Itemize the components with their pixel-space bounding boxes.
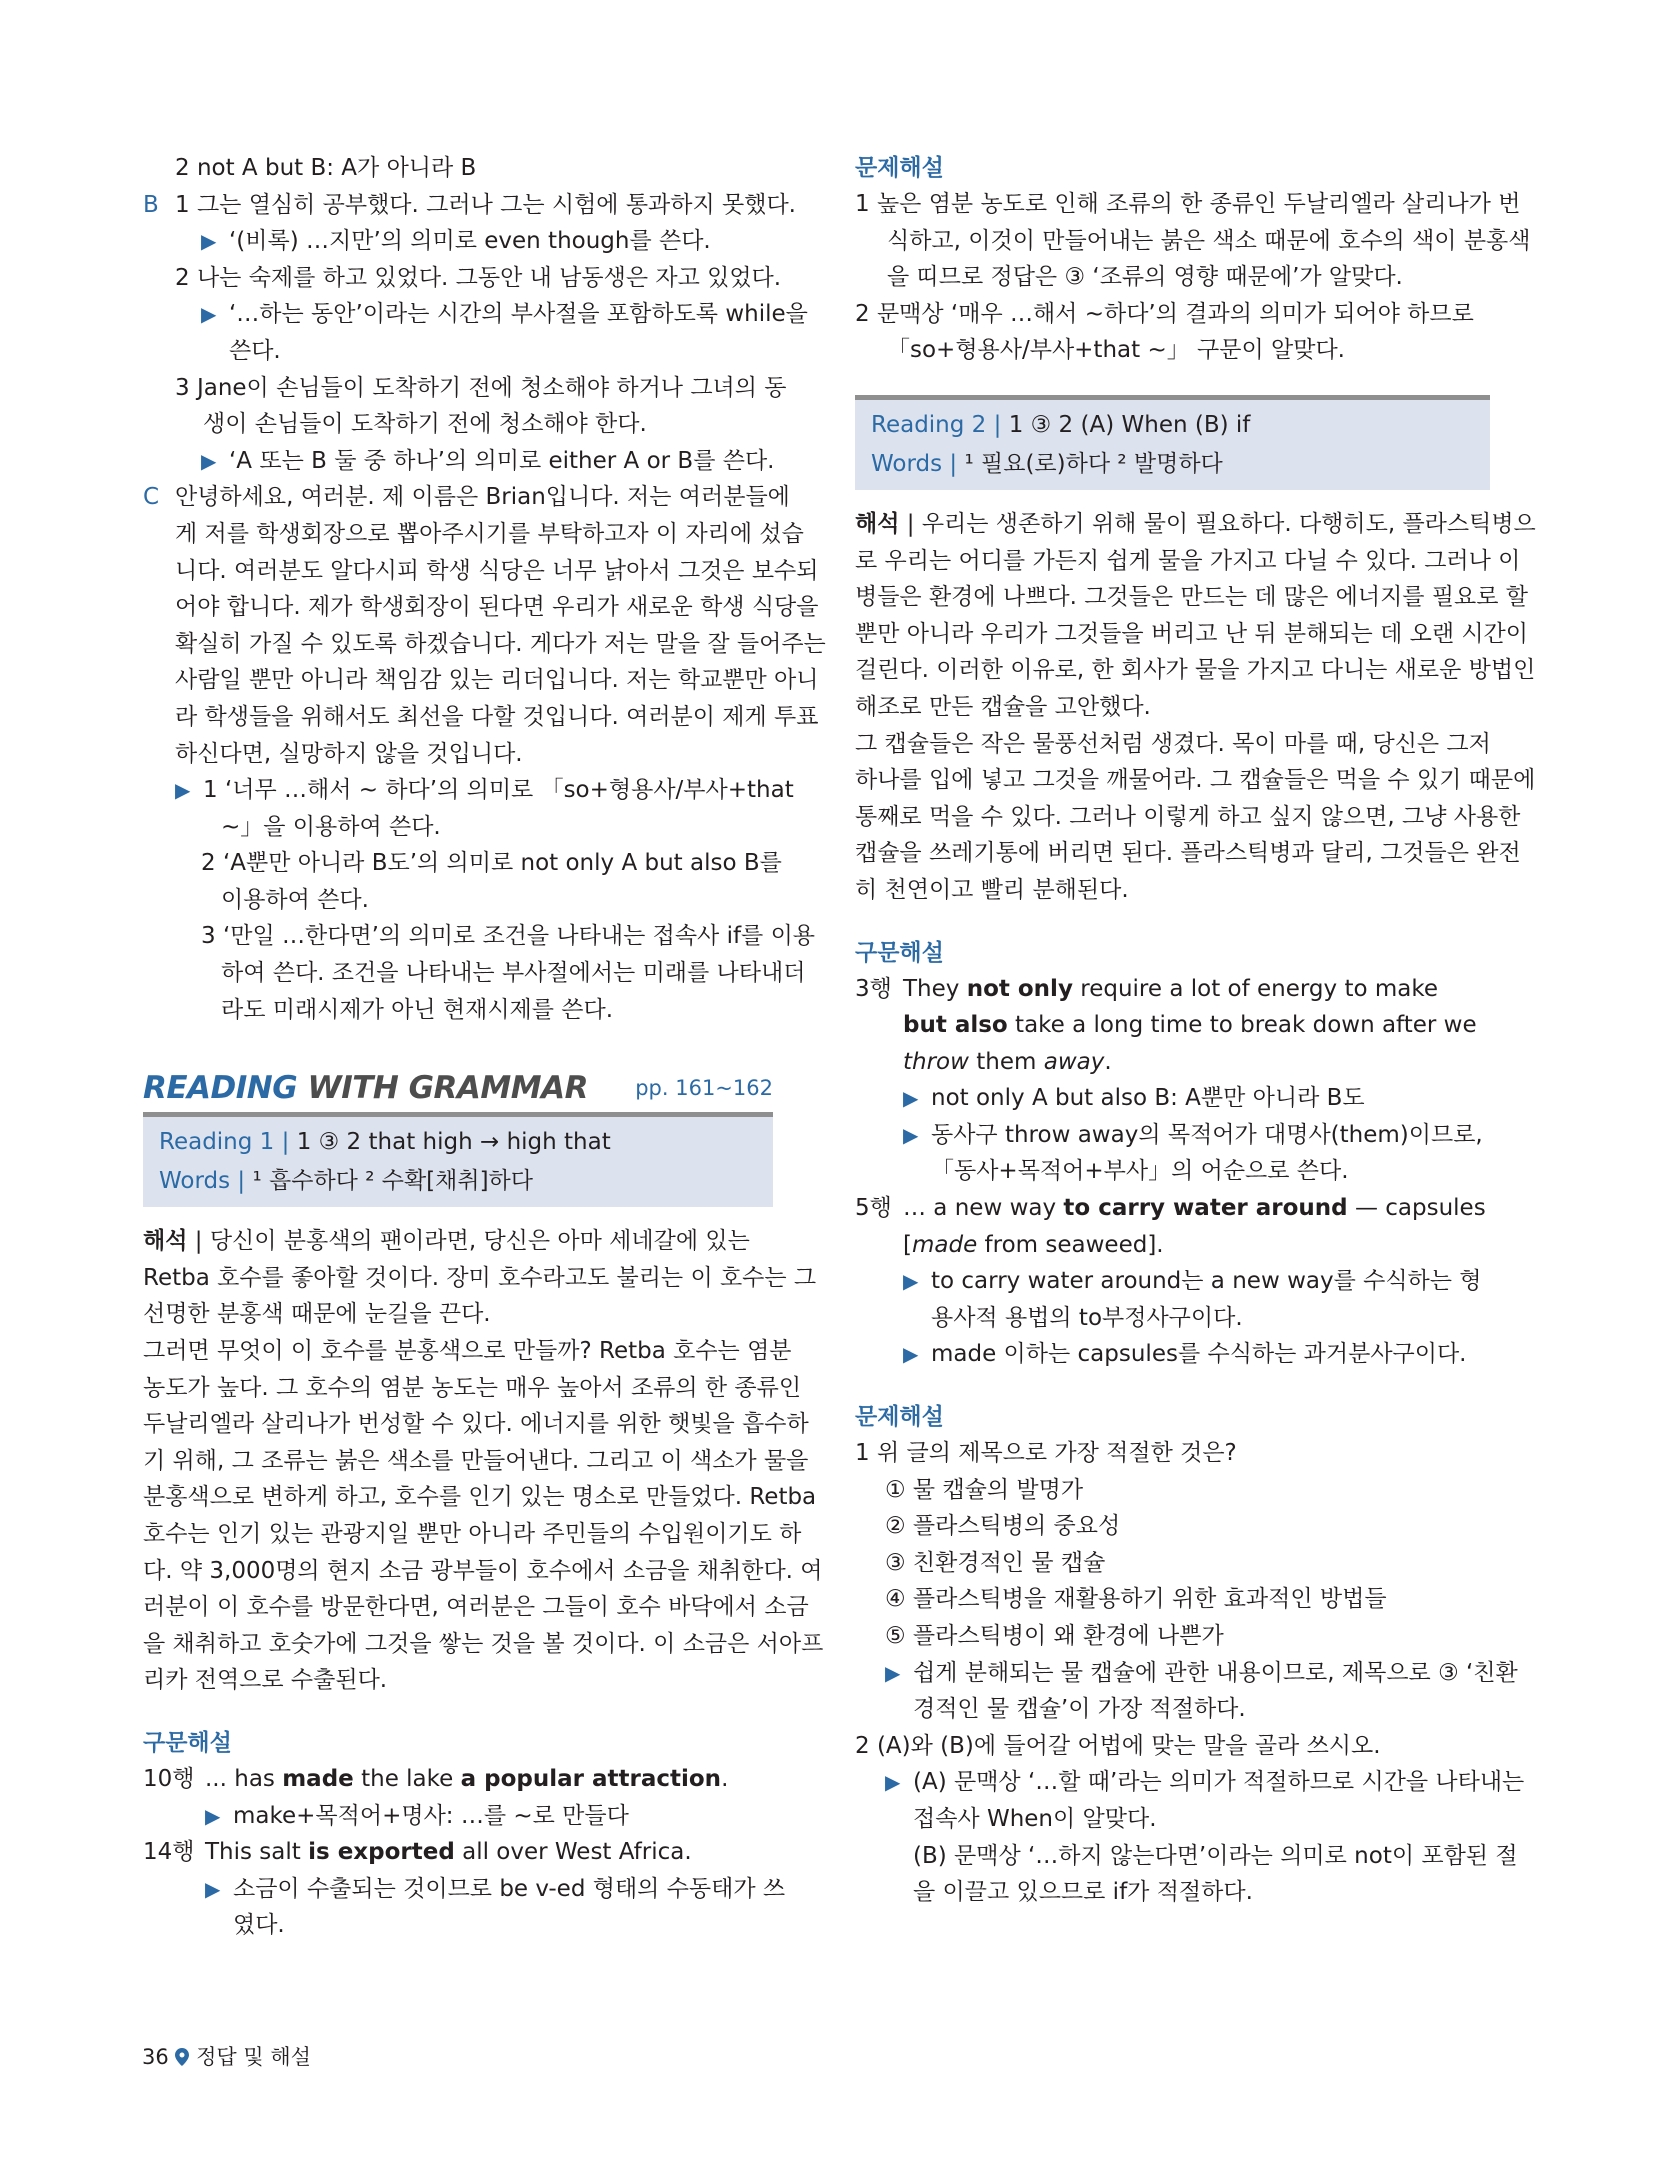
- triangle-right-icon: ▶: [205, 1803, 221, 1828]
- triangle-right-icon: ▶: [903, 1269, 919, 1294]
- translation-line: 두날리엘라 살리나가 번성할 수 있다. 에너지를 위한 햇빛을 흡수하: [143, 1411, 809, 1438]
- translation-line: 걸린다. 이러한 이유로, 한 회사가 물을 가지고 다니는 새로운 방법인: [855, 657, 1536, 684]
- q1-note: ▶ 쉽게 분해되는 물 캡슐에 관한 내용이므로, 제목으로 ③ ‘친환: [855, 1655, 1490, 1692]
- translation-label: 해석: [855, 510, 900, 537]
- q2-note: ▶ (A) 문맥상 ‘…할 때’라는 의미가 적절하므로 시간을 나타내는: [855, 1764, 1490, 1801]
- section-b-label: B: [143, 191, 159, 218]
- syntax-10-note: ▶ make+목적어+명사: …를 ~로 만들다: [143, 1798, 773, 1835]
- b-note-3: ▶ ‘A 또는 B 둘 중 하나’의 의미로 either A or B를 쓴다.: [143, 443, 773, 480]
- c-note-3-cont: 라도 미래시제가 아닌 현재시제를 쓴다.: [221, 996, 614, 1023]
- syntax-3: 3행 They not only require a lot of energy to make: [855, 975, 1439, 1002]
- syntax-3-note-cont: 「동사+목적어+부사」의 어순으로 쓴다.: [931, 1158, 1349, 1185]
- words-line: Words | ¹ 필요(로)하다 ² 발명하다: [871, 450, 1223, 477]
- triangle-right-icon: ▶: [903, 1342, 919, 1367]
- syntax-5: 5행 … a new way to carry water around — capsules: [855, 1195, 1486, 1222]
- syntax-3-note: ▶ 동사구 throw away의 목적어가 대명사(them)이므로,: [855, 1117, 1490, 1154]
- footer-label: 정답 및 해설: [196, 2045, 311, 2069]
- triangle-right-icon: ▶: [201, 302, 217, 327]
- option: ③ 친환경적인 물 캡슐: [885, 1549, 1106, 1576]
- syntax-5-note: ▶ made 이하는 capsules를 수식하는 과거분사구이다.: [855, 1336, 1490, 1373]
- translation-line: 러분이 이 호수를 방문한다면, 여러분은 그들이 호수 바닥에서 소금: [143, 1594, 809, 1621]
- words-line: Words | ¹ 흡수하다 ² 수확[채취]하다: [159, 1168, 533, 1195]
- q2-line: 2 문맥상 ‘매우 …해서 ~하다’의 결과의 의미가 되어야 하므로: [855, 300, 1474, 327]
- answer-line: Reading 2 | 1 ③ 2 (A) When (B) if: [871, 411, 1251, 438]
- triangle-right-icon: ▶: [885, 1660, 901, 1685]
- section-c-label: C: [143, 484, 160, 511]
- question-1: 1 위 글의 제목으로 가장 적절한 것은?: [855, 1440, 1237, 1467]
- translation-line: 선명한 분홍색 때문에 눈길을 끈다.: [143, 1301, 491, 1328]
- c-line: 게 저를 학생회장으로 뽑아주시기를 부탁하고자 이 자리에 섰습: [175, 520, 804, 547]
- answer-line: Reading 1 | 1 ③ 2 that high → high that: [159, 1129, 611, 1156]
- c-line-0: C 안녕하세요, 여러분. 제 이름은 Brian입니다. 저는 여러분들에: [143, 479, 773, 516]
- translation-line: 히 천연이고 빨리 분해된다.: [855, 876, 1129, 903]
- syntax-5-note: ▶ to carry water around는 a new way를 수식하는 형: [855, 1263, 1490, 1300]
- translation-line: 분홍색으로 변하게 하고, 호수를 인기 있는 명소로 만들었다. Retba: [143, 1484, 817, 1511]
- c-line: 니다. 여러분도 알다시피 학생 식당은 너무 낡아서 그것은 보수되: [175, 557, 819, 584]
- b-note-2-cont: 쓴다.: [229, 337, 281, 364]
- q2-note-cont: (B) 문맥상 ‘…하지 않는다면’이라는 의미로 not이 포함된 절: [913, 1842, 1518, 1869]
- translation-line: 로 우리는 어디를 가든지 쉽게 물을 가지고 다닐 수 있다. 그러나 이: [855, 547, 1521, 574]
- triangle-right-icon: ▶: [201, 229, 217, 254]
- q1-line: 식하고, 이것이 만들어내는 붉은 색소 때문에 호수의 색이 분홍색: [887, 227, 1531, 254]
- b-item-2: 2 나는 숙제를 하고 있었다. 그동안 내 남동생은 자고 있었다.: [175, 264, 782, 291]
- translation-line: 다. 약 3,000명의 현지 소금 광부들이 호수에서 소금을 채취한다. 여: [143, 1557, 823, 1584]
- translation-line: 하나를 입에 넣고 그것을 깨물어라. 그 캡슐들은 먹을 수 있기 때문에: [855, 767, 1536, 794]
- translation-label: 해석: [143, 1228, 188, 1255]
- b-note-1: ▶ ‘(비록) …지만’의 의미로 even though를 쓴다.: [143, 223, 773, 260]
- c-line: 어야 합니다. 제가 학생회장이 된다면 우리가 새로운 학생 식당을: [175, 594, 819, 621]
- q1-line: 1 높은 염분 농도로 인해 조류의 한 종류인 두날리엘라 살리나가 번: [855, 191, 1521, 217]
- reading-with-grammar-header: [143, 1066, 773, 1112]
- b-item-3-cont: 생이 손님들이 도착하기 전에 청소해야 한다.: [203, 411, 647, 438]
- option: ④ 플라스틱병을 재활용하기 위한 효과적인 방법들: [885, 1586, 1387, 1613]
- c-note-1: ▶ 1 ‘너무 …해서 ~ 하다’의 의미로 「so+형용사/부사+that: [143, 772, 773, 809]
- section-title: READING WITH GRAMMAR: [143, 1070, 588, 1107]
- left-column: [143, 150, 826, 1944]
- syntax-14-note-cont: 였다.: [233, 1912, 285, 1939]
- syntax-3-cont: throw them away.: [903, 1048, 1112, 1075]
- right-column: [855, 150, 1536, 1911]
- translation-line: 통째로 먹을 수 있다. 그러나 이렇게 하고 싶지 않으면, 그냥 사용한: [855, 803, 1521, 830]
- problem-heading-1: 문제해설: [855, 155, 944, 181]
- c-note-1-cont: ~」을 이용하여 쓴다.: [221, 813, 441, 840]
- b-note-2: ▶ ‘…하는 동안’이라는 시간의 부사절을 포함하도록 while을: [143, 296, 773, 333]
- translation-line: 농도가 높다. 그 호수의 염분 농도는 매우 높아서 조류의 한 종류인: [143, 1374, 802, 1401]
- translation-line: 병들은 환경에 나쁘다. 그것들은 만드는 데 많은 에너지를 필요로 할: [855, 584, 1528, 611]
- translation-line: 호수는 인기 있는 관광지일 뿐만 아니라 주민들의 수입원이기도 하: [143, 1521, 802, 1547]
- c-line: 사람일 뿐만 아니라 책임감 있는 리더입니다. 저는 학교뿐만 아니: [175, 667, 819, 694]
- syntax-10: 10행 ... has made the lake a popular attraction.: [143, 1765, 729, 1792]
- syntax-5-note-cont: 용사적 용법의 to부정사구이다.: [931, 1304, 1243, 1331]
- syntax-3-cont: but also take a long time to break down after we: [903, 1012, 1477, 1039]
- c-note-3: 3 ‘만일 …한다면’의 의미로 조건을 나타내는 접속사 if를 이용: [201, 923, 816, 950]
- syntax-3-note: ▶ not only A but also B: A뿐만 아니라 B도: [855, 1080, 1490, 1117]
- q1-line: 을 띠므로 정답은 ③ ‘조류의 영향 때문에’가 알맞다.: [887, 264, 1403, 291]
- translation-line: 리카 전역으로 수출된다.: [143, 1667, 388, 1694]
- translation-line: 뿐만 아니라 우리가 그것들을 버리고 난 뒤 분해되는 데 오랜 시간이: [855, 620, 1528, 647]
- translation-line: 캡슐을 쓰레기통에 버리면 된다. 플라스틱병과 달리, 그것들은 완전: [855, 840, 1521, 867]
- syntax-14-note: ▶ 소금이 수출되는 것이므로 be v-ed 형태의 수동태가 쓰: [143, 1871, 773, 1908]
- q1-note-cont: 경적인 물 캡슐’이 가장 적절하다.: [913, 1696, 1246, 1723]
- syntax-14: 14행 This salt is exported all over West Africa.: [143, 1839, 692, 1866]
- b-item-3: 3 Jane이 손님들이 도착하기 전에 청소해야 하거나 그녀의 동: [175, 374, 787, 401]
- syntax-heading: 구문해설: [855, 939, 944, 966]
- translation-line: Retba 호수를 좋아할 것이다. 장미 호수라고도 불리는 이 호수는 그: [143, 1264, 817, 1291]
- c-note-3-cont: 하여 쓴다. 조건을 나타내는 부사절에서는 미래를 나타내더: [221, 960, 806, 987]
- c-line: 확실히 가질 수 있도록 하겠습니다. 게다가 저는 말을 잘 들어주는: [175, 630, 826, 657]
- translation-line: 해석 | 우리는 생존하기 위해 물이 필요하다. 다행히도, 플라스틱병으: [855, 510, 1536, 537]
- translation-line: 그러면 무엇이 이 호수를 분홍색으로 만들까? Retba 호수는 염분: [143, 1338, 792, 1365]
- triangle-right-icon: ▶: [903, 1122, 919, 1147]
- option: ② 플라스틱병의 중요성: [885, 1513, 1121, 1540]
- a-item-2: 2 not A but B: A가 아니라 B: [175, 155, 477, 181]
- page-number: 36: [142, 2045, 169, 2069]
- option: ⑤ 플라스틱병이 왜 환경에 나쁜가: [885, 1623, 1224, 1649]
- answer-box-reading-2: [855, 395, 1490, 490]
- translation-line: 기 위해, 그 조류는 붉은 색소를 만들어낸다. 그리고 이 색소가 물을: [143, 1447, 809, 1474]
- translation-line: 해조로 만든 캡슐을 고안했다.: [855, 693, 1151, 720]
- c-note-2: 2 ‘A뿐만 아니라 B도’의 의미로 not only A but also B를: [201, 850, 782, 877]
- page-range: pp. 161~162: [635, 1076, 773, 1101]
- problem-heading-2: 문제해설: [855, 1404, 944, 1431]
- triangle-right-icon: ▶: [903, 1086, 919, 1111]
- triangle-right-icon: ▶: [175, 778, 191, 803]
- c-line: 하신다면, 실망하지 않을 것입니다.: [175, 740, 523, 767]
- q2-note-cont: 을 이끌고 있으므로 if가 적절하다.: [913, 1879, 1253, 1906]
- translation-line: 을 채취하고 호숫가에 그것을 쌓는 것을 볼 것이다. 이 소금은 서아프: [143, 1630, 824, 1657]
- triangle-right-icon: ▶: [885, 1770, 901, 1795]
- option: ① 물 캡슐의 발명가: [885, 1476, 1084, 1503]
- translation-line: 그 캡슐들은 작은 물풍선처럼 생겼다. 목이 마를 때, 당신은 그저: [855, 730, 1491, 757]
- syntax-heading: 구문해설: [143, 1729, 232, 1756]
- triangle-right-icon: ▶: [201, 448, 217, 473]
- c-note-2-cont: 이용하여 쓴다.: [221, 886, 369, 913]
- answer-box-reading-1: [143, 1112, 773, 1207]
- q2-line: 「so+형용사/부사+that ~」 구문이 알맞다.: [887, 337, 1345, 364]
- map-pin-icon: [175, 2045, 196, 2069]
- question-2: 2 (A)와 (B)에 들어갈 어법에 맞는 말을 골라 쓰시오.: [855, 1732, 1381, 1759]
- syntax-5-cont: [made from seaweed].: [903, 1231, 1164, 1258]
- translation-line: 해석 | 당신이 분홍색의 팬이라면, 당신은 아마 세네갈에 있는: [143, 1228, 750, 1255]
- b-item-1: B 1 그는 열심히 공부했다. 그러나 그는 시험에 통과하지 못했다.: [143, 187, 773, 224]
- triangle-right-icon: ▶: [205, 1876, 221, 1901]
- c-line: 라 학생들을 위해서도 최선을 다할 것입니다. 여러분이 제게 투표: [175, 703, 819, 730]
- q2-note-cont: 접속사 When이 알맞다.: [913, 1805, 1157, 1832]
- page-footer: [142, 2042, 311, 2072]
